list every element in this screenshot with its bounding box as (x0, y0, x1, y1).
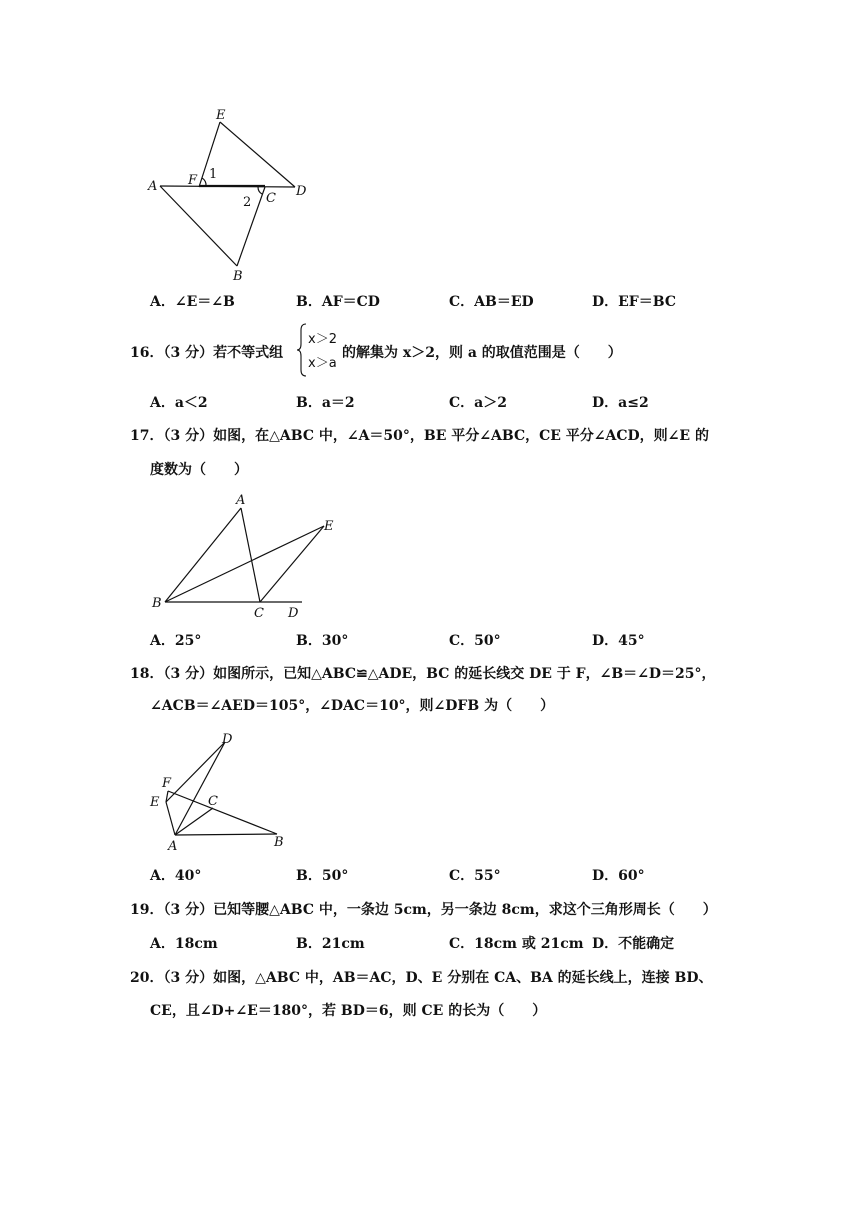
label-D: D (288, 606, 299, 621)
figure-q15 (140, 100, 320, 285)
label-E: E (324, 519, 334, 534)
q18-line-2: ∠ACB＝∠AED＝105°，∠DAC＝10°，则∠DFB 为（ ） (150, 698, 555, 714)
q17-option-c: C．50° (449, 633, 501, 649)
q19-option-a: A．18cm (150, 936, 218, 952)
label-B: B (233, 269, 243, 284)
label-E: E (216, 108, 226, 123)
label-2: 2 (243, 195, 252, 210)
q20-line-2: CE，且∠D+∠E＝180°，若 BD＝6，则 CE 的长为（ ） (150, 1003, 547, 1019)
q15-option-b: B．AF＝CD (296, 294, 380, 310)
figure-q17 (140, 486, 350, 626)
inequality-line-2: x＞a (308, 356, 337, 371)
label-A: A (168, 839, 178, 854)
q18-option-a: A．40° (150, 868, 202, 884)
label-B: B (152, 596, 162, 611)
q17-line-2: 度数为（ ） (150, 462, 248, 478)
q16-prefix: 16．（3 分）若不等式组 (130, 345, 284, 361)
q18-option-b: B．50° (296, 868, 349, 884)
label-1: 1 (209, 167, 218, 182)
q18-option-c: C．55° (449, 868, 501, 884)
q18-line-1: 18．（3 分）如图所示，已知△ABC≌△ADE，BC 的延长线交 DE 于 F，∠B＝∠D＝25°， (130, 666, 716, 682)
label-D: D (222, 732, 233, 747)
q17-option-b: B．30° (296, 633, 349, 649)
brace-icon (296, 322, 308, 378)
q19-line-1: 19．（3 分）已知等腰△ABC 中，一条边 5cm，另一条边 8cm，求这个三角形周长（ ） (130, 902, 717, 918)
q15-option-c: C．AB＝ED (449, 294, 534, 310)
q16-option-a: A．a＜2 (150, 395, 208, 411)
q15-option-a: A．∠E＝∠B (150, 294, 235, 310)
label-C: C (208, 794, 218, 809)
inequality-system (296, 322, 344, 378)
q18-option-d: D．60° (592, 868, 645, 884)
label-C: C (254, 606, 264, 621)
label-F: F (162, 776, 172, 791)
label-F: F (188, 173, 198, 188)
q19-option-c: C．18cm 或 21cm (449, 936, 584, 952)
label-D: D (296, 184, 307, 199)
inequality-line-1: x＞2 (308, 332, 337, 347)
figure-q18 (140, 726, 300, 856)
q16-option-c: C．a＞2 (449, 395, 507, 411)
q17-option-d: D．45° (592, 633, 645, 649)
q19-option-b: B．21cm (296, 936, 365, 952)
q15-option-d: D．EF＝BC (592, 294, 676, 310)
q16-option-b: B．a＝2 (296, 395, 355, 411)
label-C: C (266, 191, 276, 206)
label-E: E (150, 795, 160, 810)
q17-option-a: A．25° (150, 633, 202, 649)
q16-option-d: D．a≤2 (592, 395, 649, 411)
q16-suffix: 的解集为 x＞2，则 a 的取值范围是（ ） (342, 345, 622, 361)
label-B: B (274, 835, 284, 850)
q19-option-d: D．不能确定 (592, 936, 675, 952)
q17-line-1: 17．（3 分）如图，在△ABC 中，∠A＝50°，BE 平分∠ABC，CE 平分∠ACD，则∠E 的 (130, 428, 709, 444)
label-A: A (236, 493, 246, 508)
label-A: A (148, 179, 158, 194)
q20-line-1: 20．（3 分）如图，△ABC 中，AB＝AC，D、E 分别在 CA、BA 的延长线上，连接 BD、 (130, 970, 713, 986)
